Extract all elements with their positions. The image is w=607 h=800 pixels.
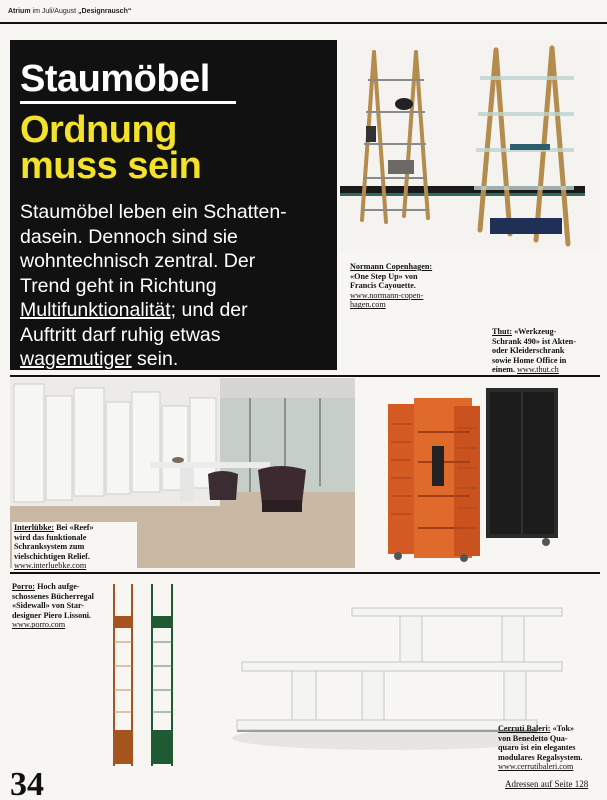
url-interluebke[interactable]: www.interluebke.com (14, 561, 87, 571)
lead-link-wagemutiger[interactable]: wagemutiger (20, 348, 132, 370)
caption-thut: Thut: «Werkzeug- Schrank 490» ist Akten- oder Kleiderschrank sowie Home Office in einem. www.thut.ch (492, 327, 576, 375)
headline: Ordnung muss sein (20, 109, 202, 187)
addresses-link[interactable]: Adressen auf Seite 128 (505, 779, 589, 789)
photo-thut-cabinet (378, 384, 563, 564)
running-header: Atrium im Juli/August „Designrausch“ (8, 8, 132, 15)
brand-thut[interactable]: Thut: (492, 327, 513, 336)
section-rule-1 (10, 375, 600, 377)
brand-interluebke[interactable]: Interlübke: (14, 523, 55, 532)
url-porro[interactable]: www.porro.com (12, 620, 66, 630)
caption-normann: Normann Copenhagen: «One Step Up» von Francis Cayouette. www.normann-copen- hagen.com (350, 262, 433, 310)
url-thut[interactable]: www.thut.ch (517, 365, 559, 375)
caption-cerruti: Cerruti Baleri: «Tok» von Benedetto Qua- quaro ist ein elegantes modulares Regalsystem. www.cerrutibaleri.com (498, 724, 583, 772)
lead-link-multifunktionalitaet[interactable]: Multifunktionalität; (20, 299, 177, 321)
url-normann-1[interactable]: www.normann-copen- (350, 290, 424, 300)
brand-cerruti[interactable]: Cerruti Baleri: (498, 724, 551, 733)
photo-normann-shelves (340, 40, 600, 252)
photo-porro-sidewall (108, 580, 180, 770)
url-cerruti[interactable]: www.cerrutibaleri.com (498, 762, 574, 772)
header-rule (0, 22, 607, 24)
caption-porro: Porro: Hoch aufge- schossenes Bücherregal «Sidewall» von Star- designer Piero Lissoni. www.porro.com (12, 582, 94, 630)
caption-interluebke: Interlübke: Bei «Reef» wird das funktionale Schranksystem zum vielschichtigen Relief. www.interluebke.com (12, 522, 137, 572)
brand-normann[interactable]: Normann Copenhagen: (350, 262, 433, 271)
brand-porro[interactable]: Porro: (12, 582, 36, 591)
kicker-title: Staumöbel (20, 58, 210, 100)
kicker-underline (20, 101, 236, 104)
url-normann-2[interactable]: hagen.com (350, 300, 386, 310)
page-number: 34 (10, 766, 44, 800)
lead-paragraph: Staumöbel leben ein Schatten- dasein. Dennoch sind sie wohntechnisch zentral. Der Trend geht in Richtung Multifunktionalität; und der Auftritt darf ruhig etwas wagemutiger sein. (20, 201, 287, 370)
section-rule-2 (10, 572, 600, 574)
